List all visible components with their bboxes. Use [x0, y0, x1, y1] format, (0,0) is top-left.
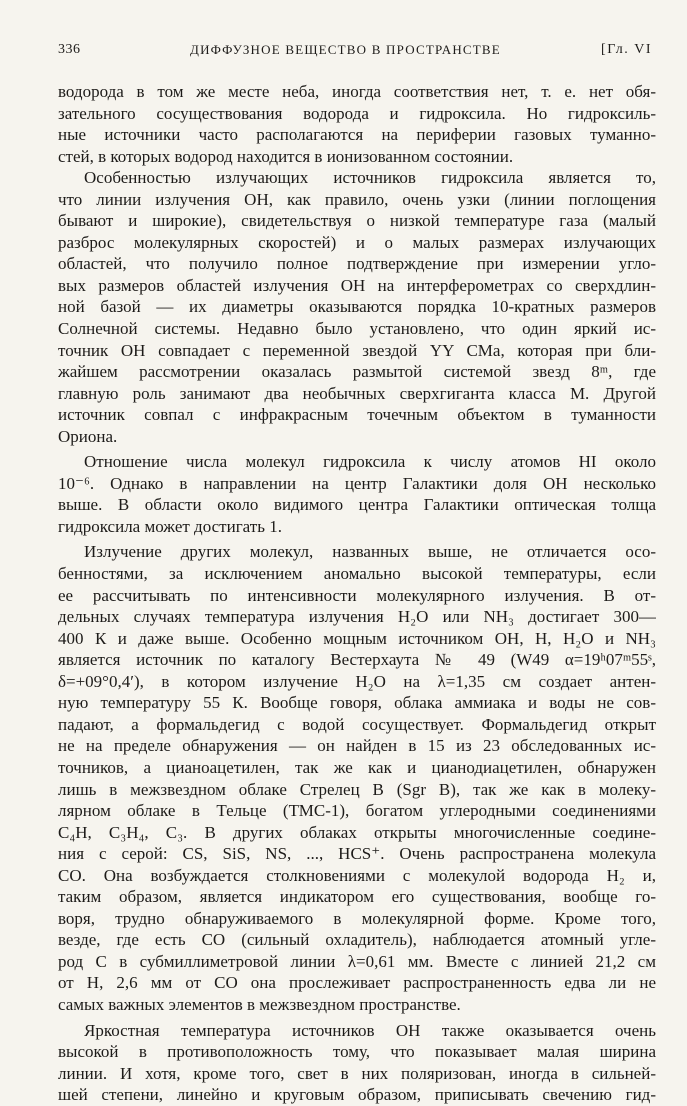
- text-line: точников, а цианоацетилен, так же как и цианодиацетилен, обнаружен: [58, 757, 656, 777]
- text-line: является источник по каталогу Вестерхаута № 49 (W49 α=19ʰ07ᵐ55ˢ,: [58, 650, 656, 670]
- running-header: [58, 42, 656, 66]
- page-number: 336: [58, 42, 81, 57]
- running-title: ДИФФУЗНОЕ ВЕЩЕСТВО В ПРОСТРАНСТВЕ: [190, 42, 501, 57]
- text-line: зательного сосуществования водорода и гидроксила. Но гидроксиль-: [58, 103, 656, 123]
- text-line: жайшем рассмотрении оказалась размытой системой звезд 8ᵐ, где: [58, 362, 656, 382]
- text-line: бенностями, за исключением аномально высокой температуры, если: [58, 564, 656, 584]
- text-line: дельных случаях температура излучения H₂O или NH₃ достигает 300—: [58, 607, 656, 627]
- text-line: везде, где есть CO (сильный охладитель), наблюдается атомный угле-: [58, 930, 656, 950]
- text-line: падают, а формальдегид с водой сосуществует. Формальдегид открыт: [58, 714, 656, 734]
- book-page: [58, 42, 656, 1106]
- text-line: C₄H, C₃H₄, C₃. В других облаках открыты многочисленные соедине-: [58, 822, 656, 842]
- text-line: род С в субмиллиметровой линии λ=0,61 мм. Вместе с линией 21,2 см: [58, 951, 656, 971]
- text-line: δ=+09°0,4′), в котором излучение H₂O на λ=1,35 см создает антен-: [58, 671, 656, 691]
- text-line: Ориона.: [58, 426, 118, 446]
- text-line: воря, трудно обнаруживаемого в молекулярной форме. Кроме того,: [58, 908, 656, 928]
- text-line: ные источники часто располагаются на периферии газовых туманно-: [58, 125, 656, 145]
- page-body-text: [58, 81, 656, 1106]
- text-line: высокой в противоположность тому, что показывает малая ширина: [58, 1042, 656, 1062]
- text-line: не на пределе обнаружения — он найден в 15 из 23 обследованных ис-: [58, 736, 656, 756]
- paragraph: [58, 541, 656, 1015]
- text-line: 400 К и даже выше. Особенно мощным источником ОН, Н, H₂O и NH₃: [58, 628, 656, 648]
- text-line: 10⁻⁶. Однако в направлении на центр Галактики доля ОН несколько: [58, 473, 656, 493]
- text-line: самых важных элементов в межзвездном пространстве.: [58, 994, 461, 1014]
- text-line: выше. В области около видимого центра Галактики оптическая толща: [58, 495, 656, 515]
- text-line: вых размеров областей излучения ОН на интерферометрах со сверхдлин-: [58, 275, 656, 295]
- text-line: водорода в том же месте неба, иногда соответствия нет, т. е. нет обя-: [58, 82, 656, 101]
- text-line: лишь в межзвездном облаке Стрелец В (Sgr B), так же как в молеку-: [58, 779, 656, 799]
- text-line: Солнечной системы. Недавно было установлено, что один яркий ис-: [58, 319, 656, 339]
- text-line: ее рассчитывать по интенсивности молекулярного излучения. В от-: [58, 585, 656, 605]
- paragraph: [58, 451, 656, 537]
- text-line: источник совпал с инфракрасным точечным объектом в туманности: [58, 405, 656, 425]
- text-line: от Н, 2,6 мм от CO она прослеживает распространенность едва ли не: [58, 973, 656, 993]
- text-line: ной базой — их диаметры оказываются порядка 10-кратных размеров: [58, 297, 656, 317]
- text-line: Отношение числа молекул гидроксила к числу атомов HI около: [84, 452, 656, 472]
- text-line: гидроксила может достигать 1.: [58, 516, 282, 536]
- text-line: ную температуру 55 К. Вообще говоря, облака аммиака и воды не сов-: [58, 693, 656, 713]
- paragraph: [58, 1020, 656, 1106]
- chapter-label: [Гл. VI: [601, 42, 652, 57]
- text-line: Яркостная температура источников ОН также оказывается очень: [84, 1020, 656, 1040]
- text-line: лярном облаке в Тельце (ТМС-1), богатом углеродными соединениями: [58, 801, 656, 821]
- text-line: бывают и широкие), свидетельствуя о низкой температуре газа (малый: [58, 211, 656, 231]
- text-line: что линии излучения ОН, как правило, очень узки (линии поглощения: [58, 189, 656, 209]
- text-line: линии. И хотя, кроме того, свет в них поляризован, иногда в сильней-: [58, 1063, 656, 1083]
- text-line: шей степени, линейно и круговым образом, приписывать свечению гид-: [58, 1085, 656, 1105]
- text-line: таким образом, является индикатором его существования, вообще го-: [58, 887, 656, 907]
- text-line: разброс молекулярных скоростей) и о малых размерах излучающих: [58, 232, 656, 252]
- text-line: стей, в которых водород находится в ионизованном состоянии.: [58, 146, 514, 166]
- text-line: ния с серой: CS, SiS, NS, ..., HCS⁺. Очень распространена молекула: [58, 844, 656, 864]
- text-line: главную роль занимают два необычных сверхгиганта класса М. Другой: [58, 383, 656, 403]
- text-line: точник ОН совпадает с переменной звездой YY CMa, которая при бли-: [58, 340, 656, 360]
- text-line: Особенностью излучающих источников гидроксила является то,: [84, 168, 656, 188]
- text-line: Излучение других молекул, названных выше, не отличается осо-: [84, 542, 656, 562]
- paragraph: [58, 81, 656, 167]
- text-line: областей, что получило полное подтверждение при измерении угло-: [58, 254, 656, 274]
- paragraph: [58, 167, 656, 447]
- text-line: CO. Она возбуждается столкновениями с молекулой водорода H₂ и,: [58, 865, 656, 885]
